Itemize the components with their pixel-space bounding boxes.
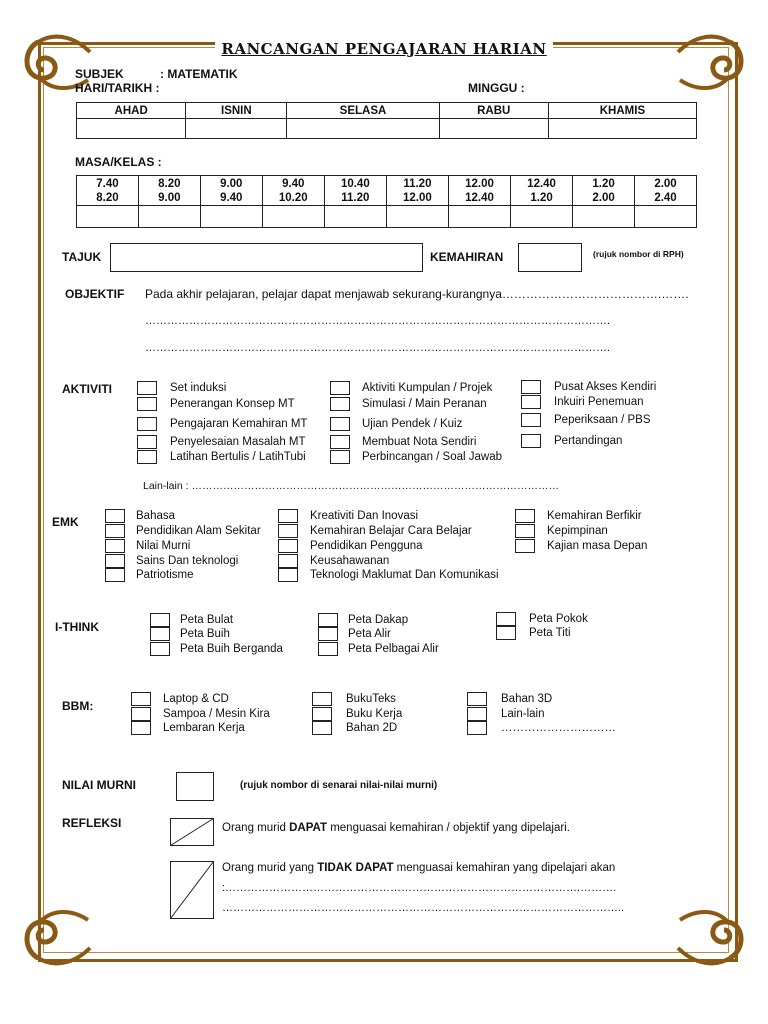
time-start: 11.20 [403, 177, 432, 190]
bbm-checkbox[interactable] [312, 707, 332, 721]
bbm-checkbox[interactable] [312, 692, 332, 706]
time-end: 8.20 [96, 191, 119, 204]
day-header: KHAMIS [548, 103, 696, 119]
time-slot [448, 176, 510, 206]
time-start: 10.40 [340, 177, 370, 190]
ithink-option-label: Peta Dakap [348, 614, 409, 626]
emk-option-label: Kemahiran Belajar Cara Belajar [310, 525, 472, 537]
bbm-option-label: Lain-lain [501, 708, 545, 720]
bbm-checkbox[interactable] [467, 692, 487, 706]
ithink-option-label: Peta Buih Berganda [180, 643, 283, 655]
aktiviti-checkbox[interactable] [330, 435, 350, 449]
bbm-checkbox[interactable] [131, 707, 151, 721]
ithink-checkbox[interactable] [150, 642, 170, 656]
days-table [76, 102, 697, 139]
subjek-value: : MATEMATIK [160, 67, 238, 81]
class-cell[interactable] [77, 206, 139, 228]
time-end: 9.40 [220, 191, 243, 204]
aktiviti-option-label: Membuat Nota Sendiri [362, 436, 477, 448]
emk-option-label: Teknologi Maklumat Dan Komunikasi [310, 569, 499, 581]
class-cell[interactable] [262, 206, 324, 228]
ithink-checkbox[interactable] [496, 626, 516, 640]
bbm-checkbox[interactable] [467, 707, 487, 721]
time-start: 1.20 [592, 177, 615, 190]
ithink-option-label: Peta Pokok [529, 613, 588, 625]
emk-option-label: Bahasa [136, 510, 176, 522]
emk-option-label: Pendidikan Alam Sekitar [136, 525, 261, 537]
refleksi-dapat-box[interactable] [170, 818, 216, 848]
ithink-checkbox[interactable] [150, 627, 170, 641]
aktiviti-checkbox[interactable] [521, 413, 541, 427]
bbm-checkbox[interactable] [467, 721, 487, 735]
objektif-line[interactable]: ………………………………………………………………………………………………………………. [145, 342, 611, 354]
aktiviti-option-label: Perbincangan / Soal Jawab [362, 451, 503, 463]
tajuk-field[interactable] [110, 243, 423, 272]
aktiviti-option-label: Aktiviti Kumpulan / Projek [362, 382, 493, 394]
aktiviti-option-label: Ujian Pendek / Kuiz [362, 418, 463, 430]
class-cell[interactable] [511, 206, 573, 228]
aktiviti-option-label: Inkuiri Penemuan [554, 396, 644, 408]
aktiviti-option-label: Penerangan Konsep MT [170, 398, 295, 410]
time-slot [138, 176, 200, 206]
corner-ornament-bottom-left [18, 900, 98, 970]
aktiviti-checkbox[interactable] [521, 434, 541, 448]
kemahiran-label: KEMAHIRAN [430, 250, 504, 264]
emk-checkbox[interactable] [105, 539, 125, 553]
ithink-checkbox[interactable] [150, 613, 170, 627]
day-header: ISNIN [186, 103, 287, 119]
class-cell[interactable] [200, 206, 262, 228]
class-cell[interactable] [386, 206, 448, 228]
bbm-option-label: Bahan 3D [501, 693, 553, 705]
aktiviti-checkbox[interactable] [521, 380, 541, 394]
refleksi-tidak-dapat-box[interactable] [170, 861, 216, 921]
time-start: 12.00 [465, 177, 494, 190]
aktiviti-option-label: Pertandingan [554, 435, 623, 447]
emk-option-label: Keusahawanan [310, 555, 390, 567]
bbm-checkbox[interactable] [312, 721, 332, 735]
day-cell[interactable] [439, 119, 548, 139]
emk-checkbox[interactable] [278, 539, 298, 553]
subjek-label: SUBJEK [75, 67, 124, 81]
aktiviti-checkbox[interactable] [521, 395, 541, 409]
bbm-option-label: Buku Kerja [346, 708, 403, 720]
emk-option-label: Nilai Murni [136, 540, 191, 552]
emk-option-label: Kreativiti Dan Inovasi [310, 510, 419, 522]
ithink-checkbox[interactable] [318, 613, 338, 627]
time-slot [573, 176, 635, 206]
time-slot [511, 176, 573, 206]
refleksi-tidak-dapat-text: Orang murid yang TIDAK DAPAT menguasai kemahiran yang dipelajari akan [222, 862, 616, 874]
bbm-checkbox[interactable] [131, 692, 151, 706]
emk-checkbox[interactable] [278, 524, 298, 538]
emk-label: EMK [52, 515, 79, 529]
refleksi-dapat-text: Orang murid DAPAT menguasai kemahiran / objektif yang dipelajari. [222, 822, 570, 834]
objektif-line[interactable]: ………………………………………………………………………………………………………………. [145, 315, 611, 327]
time-end: 11.20 [341, 191, 370, 204]
ithink-option-label: Peta Buih [180, 628, 230, 640]
time-end: 9.00 [158, 191, 181, 204]
aktiviti-option-label: Pusat Akses Kendiri [554, 381, 657, 393]
time-start: 2.00 [654, 177, 677, 190]
day-header: AHAD [77, 103, 186, 119]
ithink-option-label: Peta Bulat [180, 614, 234, 626]
aktiviti-checkbox[interactable] [330, 397, 350, 411]
time-end: 1.20 [530, 191, 553, 204]
minggu-label: MINGGU : [468, 81, 525, 95]
emk-checkbox[interactable] [105, 509, 125, 523]
aktiviti-option-label: Latihan Bertulis / LatihTubi [170, 451, 306, 463]
aktiviti-checkbox[interactable] [137, 435, 157, 449]
time-end: 10.20 [278, 191, 308, 204]
aktiviti-lain-lain[interactable]: Lain-lain : …………………………………………………………………………………………… [143, 480, 559, 492]
aktiviti-checkbox[interactable] [137, 417, 157, 431]
ithink-checkbox[interactable] [496, 612, 516, 626]
masa-kelas-label: MASA/KELAS : [75, 155, 162, 169]
bbm-label: BBM: [62, 699, 94, 713]
emk-checkbox[interactable] [105, 554, 125, 568]
aktiviti-checkbox[interactable] [330, 450, 350, 464]
emk-checkbox[interactable] [105, 568, 125, 582]
bbm-option-label: Sampoa / Mesin Kira [163, 708, 270, 720]
time-slot [386, 176, 448, 206]
time-end: 2.00 [592, 191, 615, 204]
day-header: SELASA [287, 103, 439, 119]
aktiviti-option-label: Pengajaran Kemahiran MT [170, 418, 308, 430]
aktiviti-checkbox[interactable] [330, 381, 350, 395]
aktiviti-label: AKTIVITI [62, 382, 112, 396]
emk-option-label: Pendidikan Pengguna [310, 540, 423, 552]
day-cell[interactable] [548, 119, 696, 139]
time-end: 2.40 [654, 191, 677, 204]
bbm-option-label: ………………………… [501, 722, 616, 734]
ithink-option-label: Peta Titi [529, 627, 571, 639]
time-start: 9.40 [282, 177, 305, 190]
time-start: 7.40 [96, 177, 119, 190]
time-start: 9.00 [220, 177, 243, 190]
refleksi-label: REFLEKSI [62, 816, 122, 830]
aktiviti-checkbox[interactable] [137, 397, 157, 411]
refleksi-line[interactable]: :…………………………………………………………………………………….………. [222, 882, 617, 894]
aktiviti-option-label: Peperiksaan / PBS [554, 414, 651, 426]
time-slot [324, 176, 386, 206]
time-slot [262, 176, 324, 206]
time-slot [77, 176, 139, 206]
emk-checkbox[interactable] [278, 568, 298, 582]
emk-checkbox[interactable] [515, 539, 535, 553]
bbm-option-label: BukuTeks [346, 693, 396, 705]
day-cell[interactable] [77, 119, 186, 139]
time-slot [635, 176, 697, 206]
kemahiran-note: (rujuk nombor di RPH) [593, 249, 684, 259]
emk-option-label: Kajian masa Depan [547, 540, 648, 552]
emk-option-label: Kemahiran Berfikir [547, 510, 642, 522]
ithink-label: I-THINK [55, 620, 99, 634]
emk-checkbox[interactable] [278, 554, 298, 568]
class-cell[interactable] [324, 206, 386, 228]
emk-checkbox[interactable] [105, 524, 125, 538]
tajuk-label: TAJUK [62, 250, 102, 264]
ithink-checkbox[interactable] [318, 642, 338, 656]
aktiviti-checkbox[interactable] [330, 417, 350, 431]
nilai-murni-label: NILAI MURNI [62, 778, 136, 792]
aktiviti-checkbox[interactable] [137, 381, 157, 395]
class-cell[interactable] [448, 206, 510, 228]
bbm-checkbox[interactable] [131, 721, 151, 735]
emk-option-label: Kepimpinan [547, 525, 608, 537]
bbm-option-label: Laptop & CD [163, 693, 229, 705]
hari-tarikh-label: HARI/TARIKH : [75, 81, 160, 95]
time-start: 12.40 [527, 177, 556, 190]
aktiviti-option-label: Set induksi [170, 382, 227, 394]
time-end: 12.00 [403, 191, 432, 204]
objektif-label: OBJEKTIF [65, 287, 125, 301]
time-slot [200, 176, 262, 206]
class-cell[interactable] [635, 206, 697, 228]
day-cell[interactable] [287, 119, 439, 139]
bbm-option-label: Lembaran Kerja [163, 722, 245, 734]
day-header: RABU [439, 103, 548, 119]
bbm-option-label: Bahan 2D [346, 722, 398, 734]
ithink-option-label: Peta Alir [348, 628, 391, 640]
times-table [76, 175, 697, 228]
class-cell[interactable] [573, 206, 635, 228]
emk-checkbox[interactable] [515, 524, 535, 538]
aktiviti-option-label: Simulasi / Main Peranan [362, 398, 487, 410]
page-title: RANCANGAN PENGAJARAN HARIAN [0, 40, 768, 58]
emk-option-label: Patriotisme [136, 569, 194, 581]
nilai-murni-note: (rujuk nombor di senarai nilai-nilai murni) [240, 780, 438, 791]
refleksi-line[interactable]: ……………………………………………………………………………………………….. [222, 902, 625, 914]
day-cell[interactable] [186, 119, 287, 139]
nilai-murni-field[interactable] [176, 772, 214, 801]
time-end: 12.40 [465, 191, 494, 204]
ithink-checkbox[interactable] [318, 627, 338, 641]
time-start: 8.20 [158, 177, 181, 190]
aktiviti-checkbox[interactable] [137, 450, 157, 464]
emk-checkbox[interactable] [515, 509, 535, 523]
class-cell[interactable] [138, 206, 200, 228]
emk-option-label: Sains Dan teknologi [136, 555, 239, 567]
kemahiran-field[interactable] [518, 243, 582, 272]
objektif-text: Pada akhir pelajaran, pelajar dapat menjawab sekurang-kurangnya………………………………….……. [145, 287, 689, 301]
aktiviti-option-label: Penyelesaian Masalah MT [170, 436, 306, 448]
emk-checkbox[interactable] [278, 509, 298, 523]
corner-ornament-bottom-right [670, 900, 750, 970]
ithink-option-label: Peta Pelbagai Alir [348, 643, 439, 655]
